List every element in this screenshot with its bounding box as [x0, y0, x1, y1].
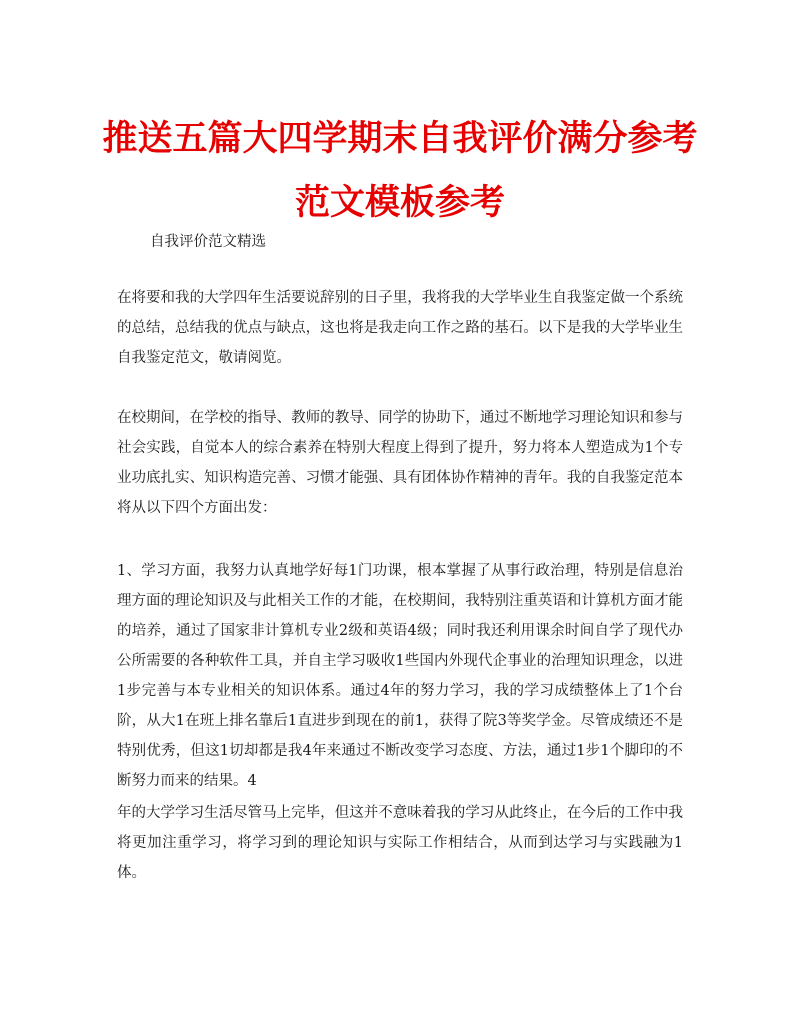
paragraph-conclusion: 年的大学学习生活尽管马上完毕，但这并不意味着我的学习从此终止，在今后的工作中我将更加注重学习，将学习到的理论知识与实际工作相结合，从而到达学习与实践融为1体。 [117, 805, 683, 881]
document-subtitle: 自我评价范文精选 [150, 234, 266, 250]
document-title: 推送五篇大四学期末自我评价满分参考范文模板参考 [102, 119, 698, 223]
paragraph-campus: 在校期间，在学校的指导、教师的教导、同学的协助下，通过不断地学习理论知识和参与社会实践，自觉本人的综合素养在特别大程度上得到了提升，努力将本人塑造成为1个专业功底扎实、知识构造完善、习惯才能强、具有团体协作精神的青年。我的自我鉴定范本将从以下四个方面出发： [117, 410, 683, 516]
paragraph-intro: 在将要和我的大学四年生活要说辞别的日子里，我将我的大学毕业生自我鉴定做一个系统的总结，总结我的优点与缺点，这也将是我走向工作之路的基石。以下是我的大学毕业生自我鉴定范文，敬请阅览。 [117, 290, 683, 366]
paragraph-study: 1、学习方面，我努力认真地学好每1门功课，根本掌握了从事行政治理，特别是信息治理方面的理论知识及与此相关工作的才能，在校期间，我特别注重英语和计算机方面才能的培养，通过了国家非计算机专业2级和英语4级；同时我还利用课余时间自学了现代办公所需要的各种软件工具，并自主学习吸收1些国内外现代企事业的治理知识理念，以进1步完善与本专业相关的知识体系。通过4年的努力学习，我的学习成绩整体上了1个台阶，从大1在班上排名靠后1直进步到现在的前1，获得了院3等奖学金。尽管成绩还不是特别优秀，但这1切却都是我4年来通过不断改变学习态度、方法，通过1步1个脚印的不断努力而来的结果。4 [117, 563, 683, 789]
